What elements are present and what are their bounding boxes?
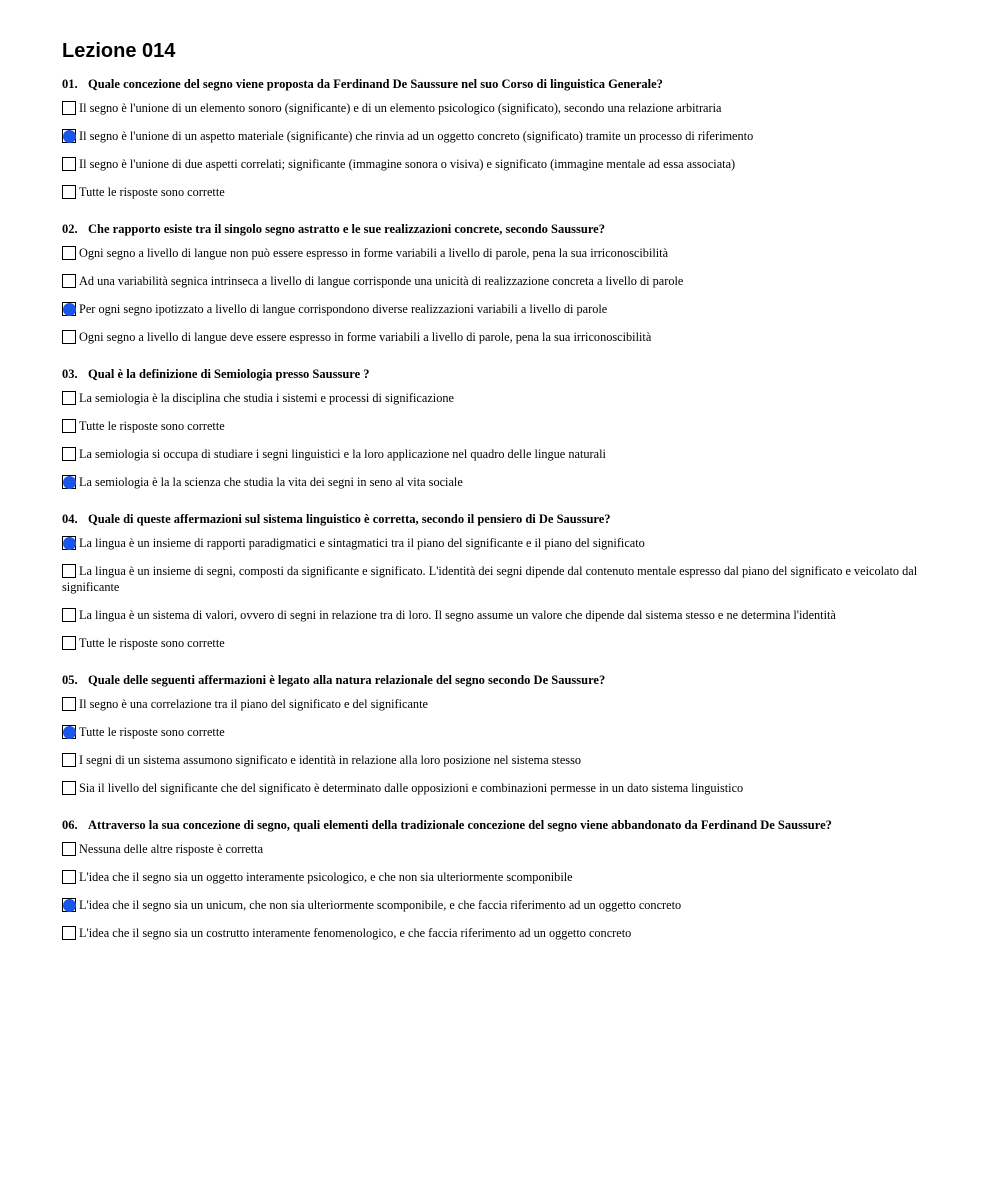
question-number: 04.: [62, 512, 78, 526]
answer-option[interactable]: [62, 841, 942, 857]
answer-text: Per ogni segno ipotizzato a livello di langue corrispondono diverse realizzazioni variabili a livello di parole: [79, 302, 608, 316]
answer-text: La lingua è un insieme di rapporti paradigmatici e sintagmatici tra il piano del significante e il piano del significato: [79, 536, 645, 550]
question-number: 03.: [62, 367, 78, 381]
question-4: [62, 511, 942, 651]
question-number: 02.: [62, 222, 78, 236]
selected-answer-marker-icon: [63, 130, 76, 143]
answer-option[interactable]: [62, 474, 942, 490]
question-2: [62, 221, 942, 345]
answer-option[interactable]: [62, 869, 942, 885]
selected-answer-marker-icon: [63, 899, 76, 912]
selected-answer-marker-icon: [63, 537, 76, 550]
answer-option[interactable]: [62, 156, 942, 172]
question-number: 01.: [62, 77, 78, 91]
answer-text: La semiologia è la la scienza che studia la vita dei segni in seno al vita sociale: [79, 475, 463, 489]
answer-text: Il segno è l'unione di due aspetti correlati; significante (immagine sonora o visiva) e significato (immagine mentale ad essa associata): [79, 157, 736, 171]
answer-text: La lingua è un insieme di segni, composti da significante e significato. L'identità dei segni dipende dal contenuto mentale espresso dal piano del significato e veicolato dal significante: [62, 564, 918, 594]
page-title: Lezione 014: [62, 40, 176, 62]
answer-text: Tutte le risposte sono corrette: [79, 419, 225, 433]
answer-checkbox[interactable]: [62, 302, 76, 316]
answer-option[interactable]: [62, 563, 942, 595]
answer-text: Ogni segno a livello di langue non può essere espresso in forme variabili a livello di parole, pena la sua irriconoscibilità: [79, 246, 669, 260]
selected-answer-marker-icon: [63, 726, 76, 739]
answer-text: Sia il livello del significante che del significato è determinato dalle opposizioni e combinazioni permesse in un dato sistema linguistico: [79, 781, 744, 795]
answer-text: I segni di un sistema assumono significato e identità in relazione alla loro posizione nel sistema stesso: [79, 753, 582, 767]
question-label: Qual è la definizione di Semiologia presso Saussure ?: [88, 367, 370, 381]
answer-option[interactable]: [62, 273, 942, 289]
answer-text: La semiologia si occupa di studiare i segni linguistici e la loro applicazione nel quadro delle lingue naturali: [79, 447, 606, 461]
answer-option[interactable]: [62, 245, 942, 261]
question-label: Quale di queste affermazioni sul sistema linguistico è corretta, secondo il pensiero di De Saussure?: [88, 512, 611, 526]
answer-option[interactable]: [62, 301, 942, 317]
answer-checkbox[interactable]: [62, 697, 76, 711]
answer-text: Ad una variabilità segnica intrinseca a livello di langue corrisponde una unicità di realizzazione concreta a livello di parole: [79, 274, 684, 288]
answer-checkbox[interactable]: [62, 447, 76, 461]
answer-text: Tutte le risposte sono corrette: [79, 725, 225, 739]
question-3: [62, 366, 942, 490]
question-number: 06.: [62, 818, 78, 832]
question-list: [62, 76, 942, 941]
answer-option[interactable]: [62, 724, 942, 740]
answer-option[interactable]: [62, 128, 942, 144]
answer-option[interactable]: [62, 752, 942, 768]
question-label: Quale delle seguenti affermazioni è legato alla natura relazionale del segno secondo De Saussure?: [88, 673, 606, 687]
answer-checkbox[interactable]: [62, 725, 76, 739]
answer-checkbox[interactable]: [62, 536, 76, 550]
answer-text: Ogni segno a livello di langue deve essere espresso in forme variabili a livello di parole, pena la sua irriconoscibilità: [79, 330, 652, 344]
answer-checkbox[interactable]: [62, 608, 76, 622]
answer-text: L'idea che il segno sia un unicum, che non sia ulteriormente scomponibile, e che faccia riferimento ad un oggetto concreto: [79, 898, 682, 912]
answer-checkbox[interactable]: [62, 898, 76, 912]
answer-option[interactable]: [62, 780, 942, 796]
question-text: [62, 817, 942, 833]
answer-text: L'idea che il segno sia un oggetto interamente psicologico, e che non sia ulteriormente scomponibile: [79, 870, 573, 884]
answer-checkbox[interactable]: [62, 101, 76, 115]
answer-text: Tutte le risposte sono corrette: [79, 185, 225, 199]
answer-checkbox[interactable]: [62, 157, 76, 171]
question-1: [62, 76, 942, 200]
answer-option[interactable]: [62, 100, 942, 116]
quiz-page: [62, 38, 942, 962]
answer-checkbox[interactable]: [62, 781, 76, 795]
answer-text: Il segno è l'unione di un aspetto materiale (significante) che rinvia ad un oggetto concreto (significato) tramite un processo di riferimento: [79, 129, 754, 143]
question-text: [62, 221, 942, 237]
answer-option[interactable]: [62, 925, 942, 941]
selected-answer-marker-icon: [63, 476, 76, 489]
answer-text: Tutte le risposte sono corrette: [79, 636, 225, 650]
answer-option[interactable]: [62, 607, 942, 623]
question-label: Quale concezione del segno viene proposta da Ferdinand De Saussure nel suo Corso di linguistica Generale?: [88, 77, 663, 91]
answer-text: La lingua è un sistema di valori, ovvero di segni in relazione tra di loro. Il segno assume un valore che dipende dal sistema stesso e ne determina l'identità: [79, 608, 836, 622]
question-number: 05.: [62, 673, 78, 687]
answer-checkbox[interactable]: [62, 636, 76, 650]
answer-checkbox[interactable]: [62, 753, 76, 767]
question-6: [62, 817, 942, 941]
answer-text: Nessuna delle altre risposte è corretta: [79, 842, 264, 856]
answer-option[interactable]: [62, 696, 942, 712]
answer-checkbox[interactable]: [62, 870, 76, 884]
answer-option[interactable]: [62, 184, 942, 200]
answer-text: Il segno è una correlazione tra il piano del significato e del significante: [79, 697, 428, 711]
answer-text: L'idea che il segno sia un costrutto interamente fenomenologico, e che faccia riferimento ad un oggetto concreto: [79, 926, 632, 940]
answer-text: La semiologia è la disciplina che studia i sistemi e processi di significazione: [79, 391, 454, 405]
question-text: [62, 511, 942, 527]
answer-option[interactable]: [62, 390, 942, 406]
answer-checkbox[interactable]: [62, 185, 76, 199]
answer-checkbox[interactable]: [62, 926, 76, 940]
answer-checkbox[interactable]: [62, 129, 76, 143]
answer-text: Il segno è l'unione di un elemento sonoro (significante) e di un elemento psicologico (significato), secondo una relazione arbitraria: [79, 101, 722, 115]
question-text: [62, 76, 942, 92]
answer-option[interactable]: [62, 329, 942, 345]
answer-checkbox[interactable]: [62, 330, 76, 344]
answer-checkbox[interactable]: [62, 475, 76, 489]
question-5: [62, 672, 942, 796]
answer-checkbox[interactable]: [62, 391, 76, 405]
question-text: [62, 366, 942, 382]
question-text: [62, 672, 942, 688]
selected-answer-marker-icon: [63, 303, 76, 316]
answer-checkbox[interactable]: [62, 246, 76, 260]
answer-checkbox[interactable]: [62, 419, 76, 433]
answer-option[interactable]: [62, 418, 942, 434]
answer-option[interactable]: [62, 897, 942, 913]
question-label: Che rapporto esiste tra il singolo segno astratto e le sue realizzazioni concrete, secondo Saussure?: [88, 222, 605, 236]
question-label: Attraverso la sua concezione di segno, quali elementi della tradizionale concezione del segno viene abbandonato da Ferdinand De Saussure?: [88, 818, 832, 832]
answer-checkbox[interactable]: [62, 842, 76, 856]
answer-checkbox[interactable]: [62, 274, 76, 288]
answer-checkbox[interactable]: [62, 564, 76, 578]
answer-option[interactable]: [62, 635, 942, 651]
answer-option[interactable]: [62, 535, 942, 551]
answer-option[interactable]: [62, 446, 942, 462]
